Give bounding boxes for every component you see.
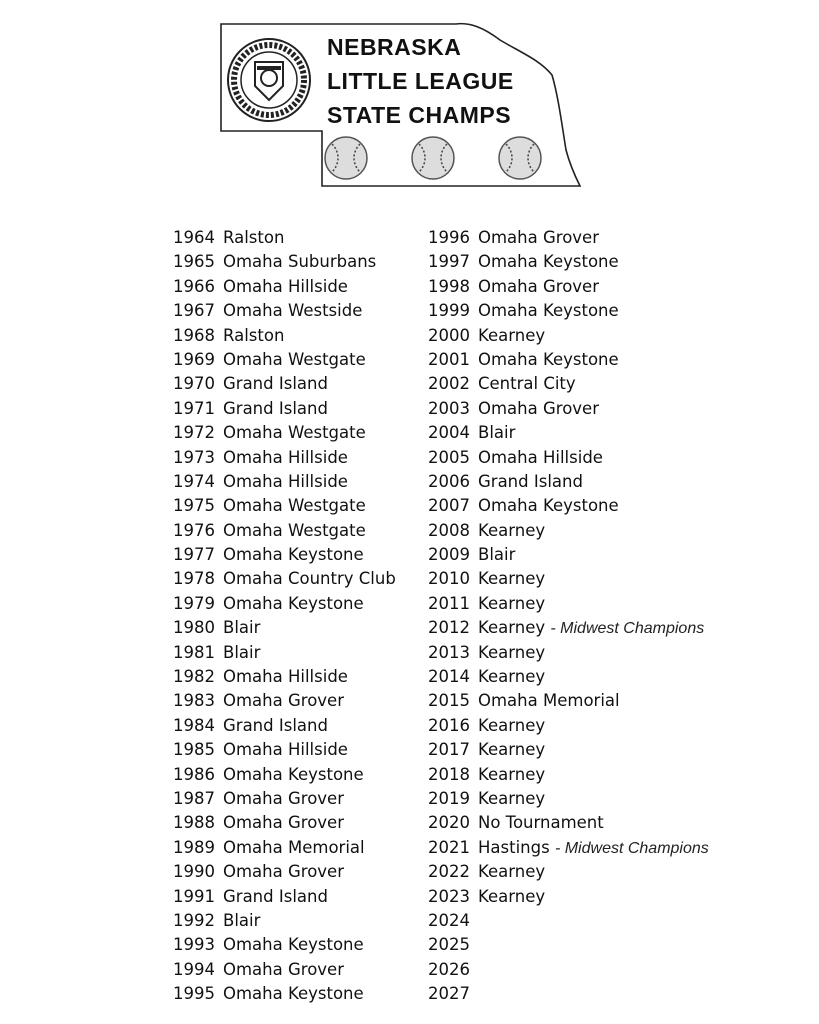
title-line-2: LITTLE LEAGUE [327,68,514,94]
champion-year: 1971 [173,398,215,418]
champion-row [173,348,396,372]
champion-row [428,885,709,909]
champion-team: Kearney [478,593,546,613]
champion-year: 1987 [173,788,215,808]
champion-year: 1982 [173,667,215,687]
champion-year: 2015 [428,691,470,711]
little-league-logo-icon [228,39,310,121]
champion-row [173,836,396,860]
champion-row [173,641,396,665]
champion-team: Kearney [478,667,546,687]
champion-year: 2017 [428,740,470,760]
champion-team: Central City [478,374,576,394]
champion-team: Omaha Grover [478,398,599,418]
champion-team: Kearney [478,764,546,784]
champion-row [428,226,709,250]
champion-year: 1968 [173,325,215,345]
champion-team: Omaha Keystone [223,593,364,613]
champion-year: 2024 [428,910,470,930]
champion-row [428,543,709,567]
champion-year: 2020 [428,813,470,833]
champion-row [173,714,396,738]
champion-year: 1994 [173,959,215,979]
champion-team: Omaha Keystone [478,349,619,369]
champion-row [173,982,396,1006]
champion-team: Hastings [478,837,550,857]
champion-row [428,372,709,396]
champion-team: Grand Island [478,471,583,491]
champion-row [428,470,709,494]
champion-row [428,494,709,518]
champion-team: Kearney [478,886,546,906]
champion-team: Omaha Westgate [223,496,366,516]
champion-year: 1993 [173,935,215,955]
champion-team: Omaha Hillside [223,276,348,296]
champion-team: Blair [223,642,261,662]
champion-row [428,397,709,421]
champion-team: Grand Island [223,715,328,735]
champion-year: 1989 [173,837,215,857]
champion-team: No Tournament [478,813,604,833]
champion-team: Kearney [478,325,546,345]
champion-year: 2021 [428,837,470,857]
baseball-icon [412,137,454,179]
title-line-3: STATE CHAMPS [327,102,512,128]
champion-team: Omaha Suburbans [223,252,377,272]
champion-row [173,421,396,445]
champion-row [428,763,709,787]
champion-team: Blair [223,618,261,638]
champion-year: 2006 [428,471,470,491]
champion-year: 2013 [428,642,470,662]
header [0,0,819,200]
champion-row [428,958,709,982]
champion-row [428,811,709,835]
champion-year: 2019 [428,788,470,808]
champion-year: 1990 [173,862,215,882]
champion-team: Omaha Keystone [223,935,364,955]
champion-row [173,446,396,470]
champion-row [428,275,709,299]
champion-row [173,811,396,835]
champion-year: 1981 [173,642,215,662]
champion-year: 1979 [173,593,215,613]
champion-team: Ralston [223,325,285,345]
champion-year: 1972 [173,423,215,443]
champion-team: Kearney [478,618,546,638]
champion-team: Blair [478,423,516,443]
champion-row [428,714,709,738]
champion-year: 1965 [173,252,215,272]
champion-row [173,738,396,762]
champion-team: Blair [223,910,261,930]
champion-year: 1997 [428,252,470,272]
champion-team: Blair [478,545,516,565]
champion-row [173,275,396,299]
champion-team: Omaha Keystone [223,984,364,1004]
champion-row [173,494,396,518]
champion-team: Omaha Grover [223,691,344,711]
baseball-icon [325,137,367,179]
champion-row [173,689,396,713]
champion-row [173,592,396,616]
champion-row [173,250,396,274]
champions-list-left [173,226,396,1007]
baseball-icon [499,137,541,179]
champion-team: Omaha Keystone [478,496,619,516]
champion-row [428,982,709,1006]
champion-team: Omaha Keystone [478,301,619,321]
champion-row [428,592,709,616]
champion-note: - Midwest Champions [550,620,705,638]
champion-team: Omaha Grover [223,813,344,833]
champion-year: 1996 [428,228,470,247]
champion-note: - Midwest Champions [554,839,709,857]
champion-team: Omaha Keystone [223,764,364,784]
champion-row [173,958,396,982]
champion-year: 2002 [428,374,470,394]
champion-team: Grand Island [223,398,328,418]
champion-row [173,543,396,567]
title-line-1: NEBRASKA [327,34,462,60]
champion-year: 1999 [428,301,470,321]
champion-year: 1973 [173,447,215,467]
champion-year: 1978 [173,569,215,589]
champion-team: Omaha Westgate [223,423,366,443]
champion-year: 1976 [173,520,215,540]
champion-team: Omaha Hillside [478,447,603,467]
champion-row [428,567,709,591]
champion-team: Omaha Hillside [223,667,348,687]
champion-team: Omaha Westgate [223,349,366,369]
champion-team: Omaha Hillside [223,447,348,467]
champion-row [173,616,396,640]
champion-year: 1967 [173,301,215,321]
champion-year: 1991 [173,886,215,906]
champion-team: Kearney [478,569,546,589]
champion-year: 2014 [428,667,470,687]
champion-year: 2004 [428,423,470,443]
champion-row [428,348,709,372]
champion-row [173,372,396,396]
champion-year: 1970 [173,374,215,394]
champion-team: Omaha Memorial [223,837,365,857]
champion-row [173,909,396,933]
champion-team: Omaha Keystone [478,252,619,272]
champion-row [173,860,396,884]
champion-year: 2007 [428,496,470,516]
champion-team: Ralston [223,228,285,247]
champion-row [173,933,396,957]
champion-team: Omaha Grover [223,788,344,808]
champion-year: 2008 [428,520,470,540]
champion-team: Omaha Westgate [223,520,366,540]
champion-year: 2005 [428,447,470,467]
champion-year: 1969 [173,349,215,369]
champion-row [428,933,709,957]
champion-team: Omaha Westside [223,301,363,321]
champion-team: Omaha Grover [478,276,599,296]
champion-team: Grand Island [223,374,328,394]
champion-row [428,787,709,811]
champion-year: 2010 [428,569,470,589]
champion-team: Omaha Grover [223,959,344,979]
champion-row [173,470,396,494]
champion-row [428,446,709,470]
champion-row [428,324,709,348]
champion-row [428,250,709,274]
champion-team: Kearney [478,862,546,882]
champion-team: Omaha Grover [478,228,599,247]
champion-row [428,738,709,762]
champion-row [428,299,709,323]
champion-row [428,641,709,665]
champion-year: 2012 [428,618,470,638]
champion-year: 1992 [173,910,215,930]
champion-row [428,665,709,689]
champion-team: Omaha Memorial [478,691,620,711]
champion-year: 1966 [173,276,215,296]
champion-row [428,519,709,543]
champion-row [428,909,709,933]
champion-team: Kearney [478,740,546,760]
nebraska-state-outline [0,0,819,200]
champion-year: 1974 [173,471,215,491]
champion-row [173,665,396,689]
champion-year: 1986 [173,764,215,784]
champion-year: 1995 [173,984,215,1004]
champion-year: 1985 [173,740,215,760]
champion-row [428,860,709,884]
champion-year: 2018 [428,764,470,784]
champion-row [428,836,709,860]
champion-team: Kearney [478,715,546,735]
champion-team: Kearney [478,520,546,540]
champion-year: 2022 [428,862,470,882]
champion-year: 1980 [173,618,215,638]
champion-row [173,299,396,323]
champion-year: 2011 [428,593,470,613]
champion-year: 2000 [428,325,470,345]
champion-year: 1964 [173,228,215,247]
champion-year: 2027 [428,984,470,1004]
champion-year: 1975 [173,496,215,516]
champions-list-right [428,226,709,1007]
champion-year: 1988 [173,813,215,833]
champion-team: Omaha Grover [223,862,344,882]
champion-team: Omaha Hillside [223,740,348,760]
champion-row [428,421,709,445]
champion-year: 1984 [173,715,215,735]
champion-team: Kearney [478,788,546,808]
champion-year: 1983 [173,691,215,711]
champion-row [428,689,709,713]
champion-year: 2009 [428,545,470,565]
champion-year: 2026 [428,959,470,979]
champion-year: 2016 [428,715,470,735]
champion-team: Omaha Hillside [223,471,348,491]
champion-team: Omaha Country Club [223,569,396,589]
champion-row [173,519,396,543]
champion-year: 2003 [428,398,470,418]
champion-year: 2023 [428,886,470,906]
champion-row [173,567,396,591]
champion-year: 2025 [428,935,470,955]
champion-row [173,763,396,787]
champion-team: Omaha Keystone [223,545,364,565]
champion-team: Grand Island [223,886,328,906]
champion-team: Kearney [478,642,546,662]
champion-row [173,787,396,811]
champion-year: 1977 [173,545,215,565]
champion-year: 2001 [428,349,470,369]
champion-year: 1998 [428,276,470,296]
champion-row [428,616,709,640]
champion-row [173,397,396,421]
champion-row [173,324,396,348]
champion-row [173,885,396,909]
champion-row [173,226,396,250]
